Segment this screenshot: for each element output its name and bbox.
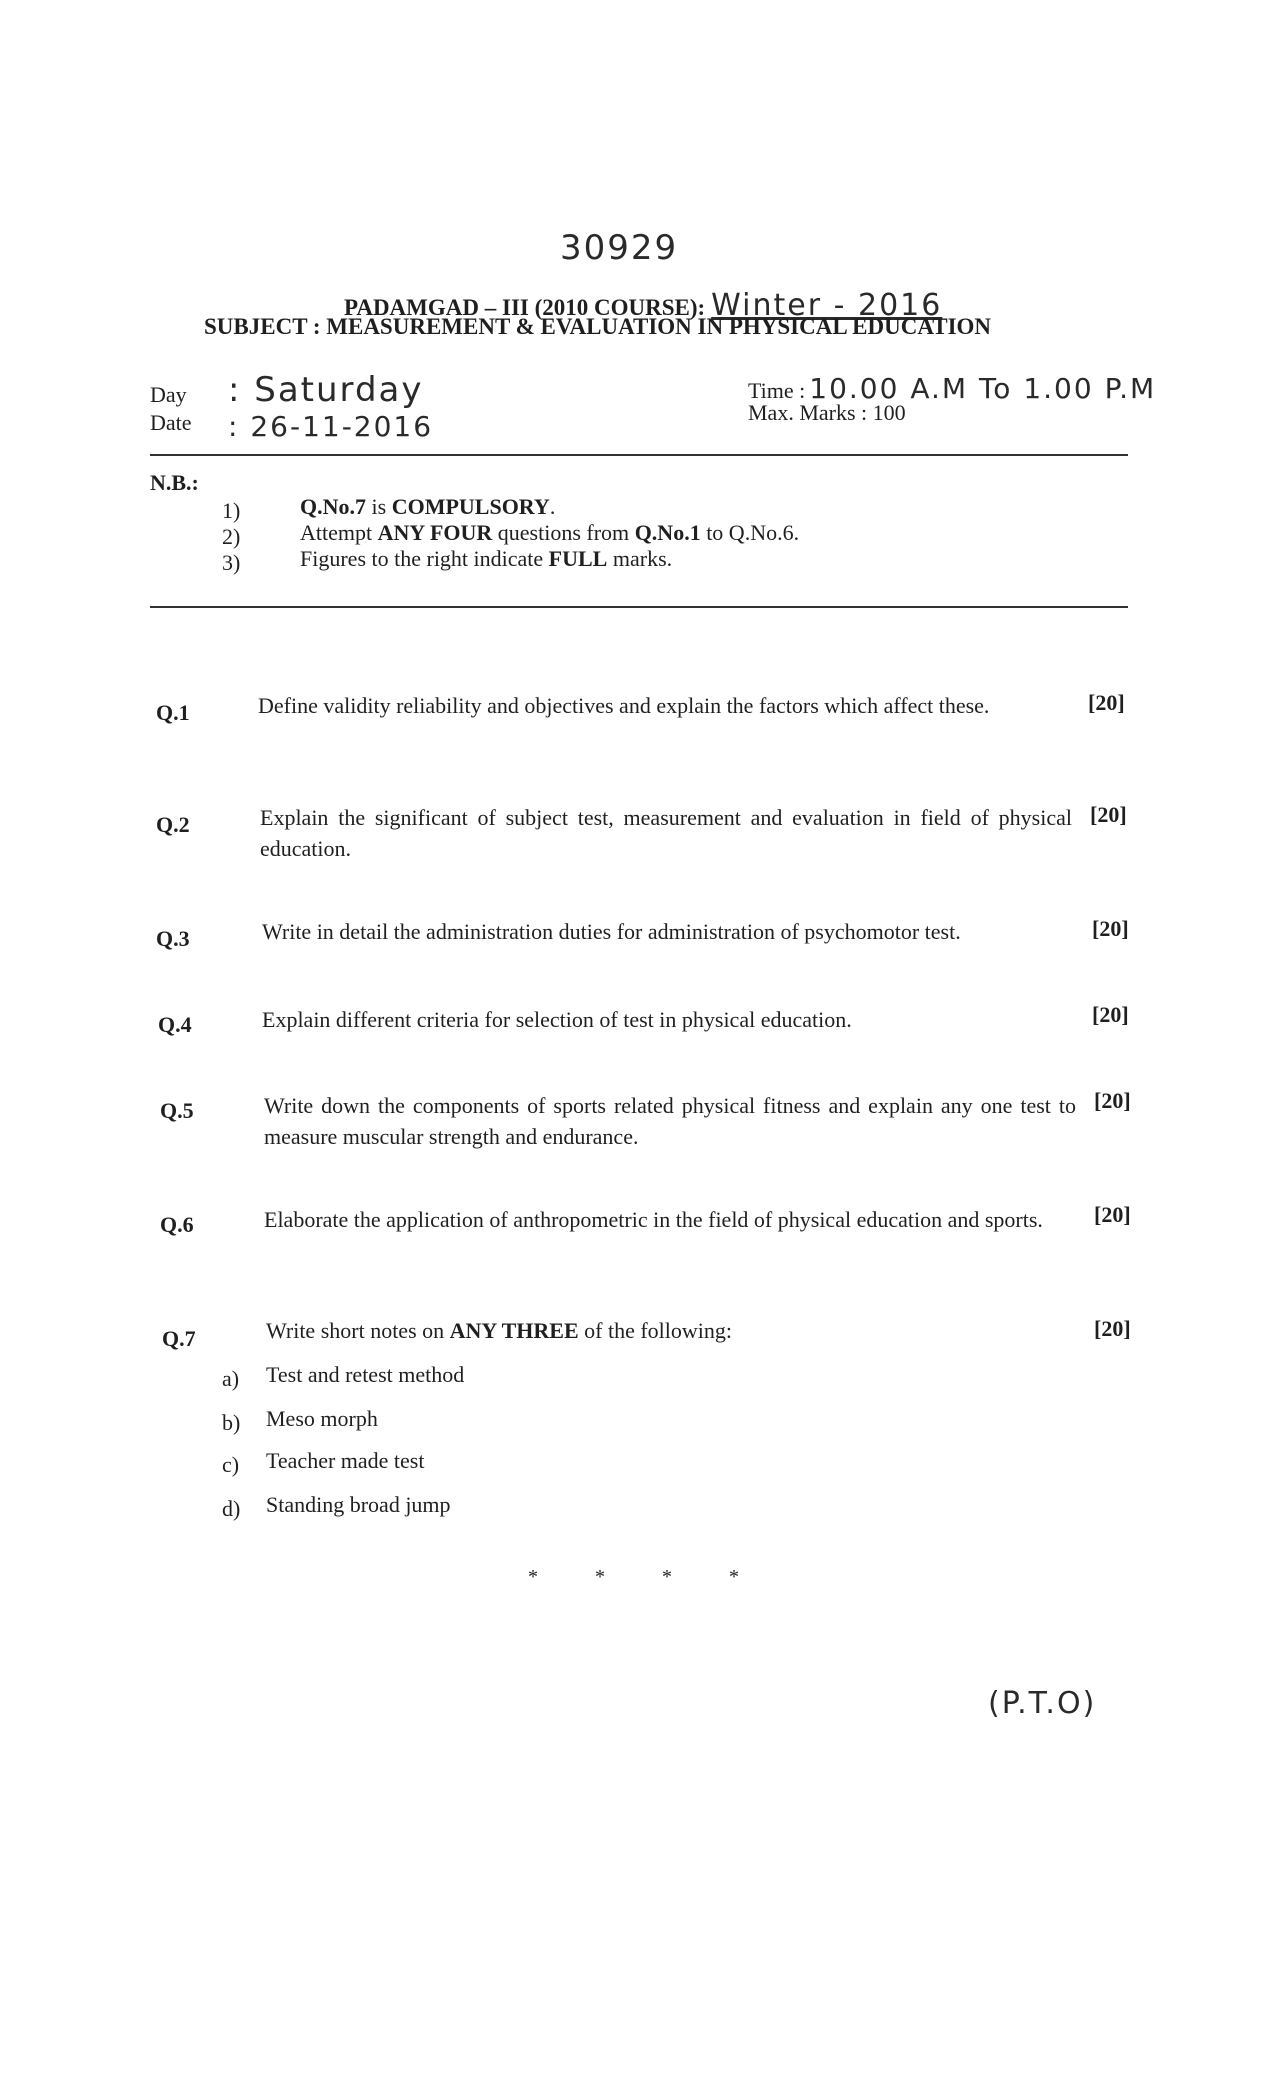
nb-item-bold: Q.No.7 (300, 494, 366, 519)
date-value: : 26-11-2016 (228, 410, 434, 443)
course-name: PADAMGAD – III (2010 COURSE): (344, 295, 706, 320)
end-marker-stars: * * * * (528, 1566, 739, 1588)
day-label: Day (150, 382, 187, 407)
question-text (266, 1318, 732, 1344)
question-marks: [20] (1094, 1088, 1131, 1113)
option-text: Teacher made test (266, 1448, 425, 1473)
subject-title: SUBJECT : MEASUREMENT & EVALUATION IN PHYSICAL EDUCATION (204, 314, 992, 339)
nb-item-text: marks. (607, 546, 673, 571)
nb-item-text: . (549, 494, 556, 519)
question-marks: [20] (1090, 802, 1127, 827)
question-text: Write in detail the administration duties for administration of psychomotor test. (262, 919, 961, 944)
question-number: Q.5 (160, 1098, 194, 1123)
question-text: Define validity reliability and objectives and explain the factors which affect these. (258, 693, 990, 718)
nb-item-bold: ANY FOUR (377, 520, 493, 545)
nb-item-text: is (366, 494, 392, 519)
day-value: : Saturday (228, 370, 424, 410)
question-text: Explain the significant of subject test, measurement and evaluation in field of physical education. (260, 805, 1072, 861)
nb-item-text: to Q.No.6. (700, 520, 800, 545)
option-letter: a) (222, 1366, 240, 1391)
question-text-part: of the following: (578, 1318, 732, 1343)
option-letter: c) (222, 1452, 240, 1477)
date-label: Date (150, 410, 192, 435)
question-number: Q.4 (158, 1012, 192, 1037)
nb-item-number: 2) (222, 524, 241, 549)
nb-label: N.B.: (150, 470, 199, 495)
option-text: Meso morph (266, 1406, 378, 1431)
nb-item-bold: COMPULSORY (391, 494, 550, 519)
paper-code: 30929 (560, 228, 679, 268)
option-text: Standing broad jump (266, 1492, 451, 1517)
nb-item-bold: FULL (548, 546, 608, 571)
nb-item-text: Attempt (300, 520, 378, 545)
question-text: Explain different criteria for selection of test in physical education. (262, 1007, 852, 1032)
question-text-bold: ANY THREE (449, 1318, 579, 1343)
time-label: Time : (748, 378, 806, 403)
nb-item-bold: Q.No.1 (634, 520, 701, 545)
question-number: Q.1 (156, 700, 190, 725)
max-marks: Max. Marks : 100 (748, 400, 906, 425)
pto-note: (P.T.O) (988, 1686, 1097, 1721)
exam-session: Winter - 2016 (711, 288, 943, 323)
nb-item (300, 520, 799, 546)
time-value: 10.00 A.M To 1.00 P.M (809, 372, 1157, 405)
question-text-part: Write short notes on (266, 1318, 450, 1343)
nb-item-text: questions from (492, 520, 635, 545)
option-letter: d) (222, 1496, 241, 1521)
nb-item-number: 1) (222, 498, 241, 523)
option-letter: b) (222, 1410, 241, 1435)
question-marks: [20] (1088, 690, 1125, 715)
question-number: Q.7 (162, 1326, 196, 1351)
nb-item-number: 3) (222, 550, 241, 575)
question-marks: [20] (1094, 1202, 1131, 1227)
question-number: Q.6 (160, 1212, 194, 1237)
nb-item (300, 494, 555, 520)
nb-item (300, 546, 672, 572)
question-number: Q.3 (156, 926, 190, 951)
nb-item-text: Figures to the right indicate (300, 546, 549, 571)
question-text: Write down the components of sports related physical fitness and explain any one test to measure muscular strength and endurance. (264, 1093, 1076, 1149)
question-marks: [20] (1092, 916, 1129, 941)
divider-bottom (150, 606, 1128, 608)
question-number: Q.2 (156, 812, 190, 837)
question-text: Elaborate the application of anthropometric in the field of physical education and sports. (264, 1207, 1043, 1232)
divider-top (150, 454, 1128, 456)
question-marks: [20] (1092, 1002, 1129, 1027)
option-text: Test and retest method (266, 1362, 465, 1387)
question-marks: [20] (1094, 1316, 1131, 1341)
